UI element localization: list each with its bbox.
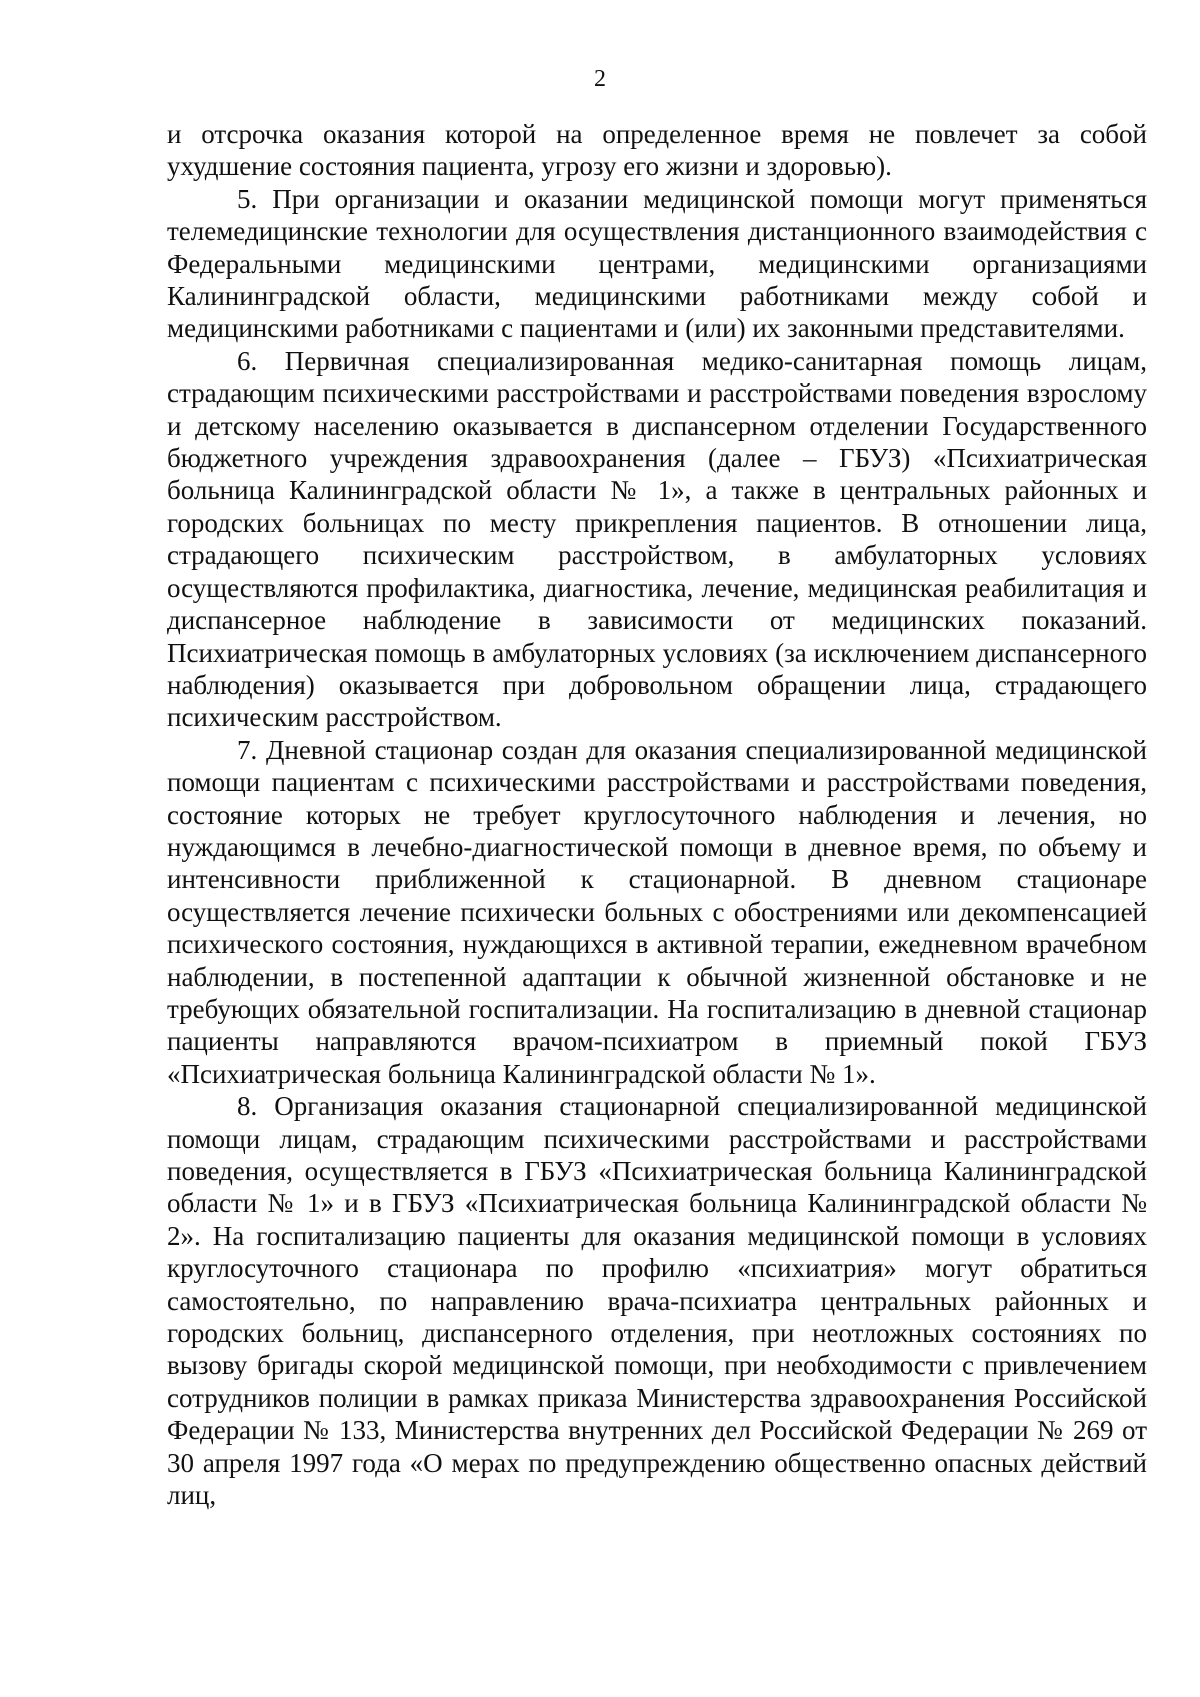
paragraph-item-5: 5. При организации и оказании медицинской помощи могут применяться телемедицинские технологии для осуществления дистанционного взаимодействия с Федеральными медицинскими центрами, медицинскими организациями Калининградской области, медицинскими работниками между собой и медицинскими работниками с пациентами и (или) их законными представителями.: [167, 183, 1147, 344]
paragraph-item-8: 8. Организация оказания стационарной специализированной медицинской помощи лицам, страдающим психическими расстройствами и расстройствами поведения, осуществляется в ГБУЗ «Психиатрическая больница Калининградской области № 1» и в ГБУЗ «Психиатрическая больница Калининградской области № 2». На госпитализацию пациенты для оказания медицинской помощи в условиях круглосуточного стационара по профилю «психиатрия» могут обратиться самостоятельно, по направлению врача-психиатра центральных районных и городских больниц, диспансерного отделения, при неотложных состояниях по вызову бригады скорой медицинской помощи, при необходимости с привлечением сотрудников полиции в рамках приказа Министерства здравоохранения Российской Федерации № 133, Министерства внутренних дел Российской Федерации № 269 от 30 апреля 1997 года «О мерах по предупреждению общественно опасных действий лиц,: [167, 1091, 1147, 1511]
page-number: 2: [594, 66, 606, 92]
paragraph-item-6: 6. Первичная специализированная медико-санитарная помощь лицам, страдающим психическими расстройствами и расстройствами поведения взрослому и детскому населению оказывается в диспансерном отделении Государственного бюджетного учреждения здравоохранения (далее – ГБУЗ) «Психиатрическая больница Калининградской области № 1», а также в центральных районных и городских больницах по месту прикрепления пациентов. В отношении лица, страдающего психическим расстройством, в амбулаторных условиях осуществляются профилактика, диагностика, лечение, медицинская реабилитация и диспансерное наблюдение в зависимости от медицинских показаний. Психиатрическая помощь в амбулаторных условиях (за исключением диспансерного наблюдения) оказывается при добровольном обращении лица, страдающего психическим расстройством.: [167, 345, 1147, 733]
paragraph-item-7: 7. Дневной стационар создан для оказания специализированной медицинской помощи пациентам с психическими расстройствами и расстройствами поведения, состояние которых не требует круглосуточного наблюдения и лечения, но нуждающимся в лечебно-диагностической помощи в дневное время, по объему и интенсивности приближенной к стационарной. В дневном стационаре осуществляется лечение психически больных с обострениями или декомпенсацией психического состояния, нуждающихся в активной терапии, ежедневном врачебном наблюдении, в постепенной адаптации к обычной жизненной обстановке и не требующих обязательной госпитализации. На госпитализацию в дневной стационар пациенты направляются врачом-психиатром в приемный покой ГБУЗ «Психиатрическая больница Калининградской области № 1».: [167, 734, 1147, 1089]
paragraph-continuation: и отсрочка оказания которой на определенное время не повлечет за собой ухудшение состояния пациента, угрозу его жизни и здоровью).: [167, 119, 1147, 182]
document-body: [167, 118, 1147, 1511]
